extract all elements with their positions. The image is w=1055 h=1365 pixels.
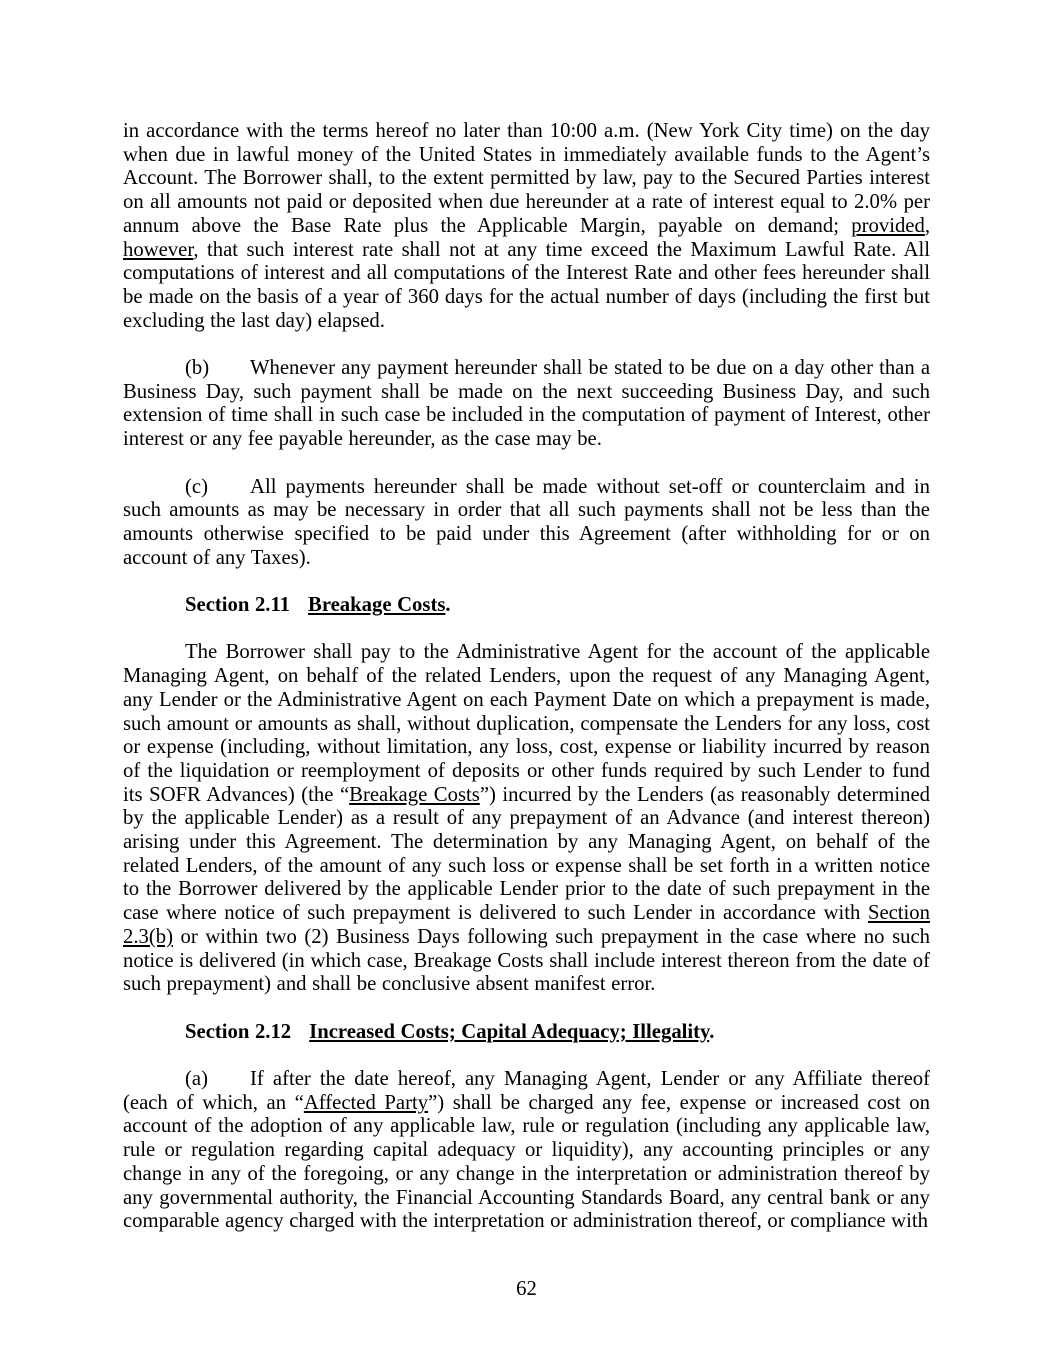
paragraph-text — [123, 120, 930, 332]
paragraph-a — [123, 1068, 930, 1234]
document-content — [123, 120, 930, 1258]
paragraph-text — [123, 641, 930, 995]
text-run: , — [924, 214, 930, 237]
paragraph-b — [123, 357, 930, 452]
paragraph-text — [123, 1068, 930, 1232]
text-run: Whenever any payment hereunder shall be stated to be due on a day other than a Business Day, such payment shall be made on the next succeeding Business Day, and such extension of time shall in such case be included in the computation of payment of Interest, other interest or any fee payable hereunder, as the case may be. — [123, 357, 930, 451]
text-run: The Borrower shall pay to the Administrative Agent for the account of the applicable Managing Agent, on behalf of the related Lenders, upon the request of any Managing Agent, any Lender or the Administrative Agent on each Payment Date on which a prepayment is made, such amount or amounts as shall, without duplication, compensate the Lenders for any loss, cost or expense (including, without limitation, any loss, cost, expense or liability incurred by reason of the liquidation or reemployment of deposits or other funds required by such Lender to fund its SOFR Advances) (the “ — [123, 641, 930, 806]
section-title — [309, 1021, 714, 1043]
text-run: . — [445, 594, 451, 617]
list-label-a: (a) — [185, 1068, 208, 1091]
text-run: provided — [851, 214, 925, 237]
section-number: Section 2.11 — [185, 594, 291, 617]
text-run: ”) shall be charged any fee, expense or increased cost on account of the adoption of any applicable law, rule or regulation (including any applicable law, rule or regulation regarding capital adequacy or liquidity), any accounting principles or any change in any of the foregoing, or any change in the interpretation or administration thereof by any governmental authority, the Financial Accounting Standards Board, any central bank or any comparable agency charged with the interpretation or administration thereof, or compliance with — [123, 1091, 930, 1233]
section-heading-2-11 — [123, 594, 930, 618]
section-title — [308, 594, 451, 616]
text-run: Breakage Costs — [308, 594, 446, 617]
paragraph-c — [123, 476, 930, 571]
section-number: Section 2.12 — [185, 1020, 292, 1043]
text-run: , that such interest rate shall not at any time exceed the Maximum Lawful Rate. All computations of interest and all computations of the Interest Rate and other fees hereunder shall be made on the basis of a year of 360 days for the actual number of days (including the first but excluding the last day) elapsed. — [123, 238, 930, 332]
text-run: If after the date hereof, any Managing Agent, Lender or any Affiliate thereof (each of which, an “ — [123, 1068, 930, 1114]
text-run: All payments hereunder shall be made without set-off or counterclaim and in such amounts as may be necessary in order that all such payments shall not be less than the amounts otherwise specified to be paid under this Agreement (after withholding for or on account of any Taxes). — [123, 475, 930, 569]
text-run: ”) incurred by the Lenders (as reasonably determined by the applicable Lender) as a result of any prepayment of an Advance (and interest thereon) arising under this Agreement. The determination by any Managing Agent, on behalf of the related Lenders, of the amount of any such loss or expense shall be set forth in a written notice to the Borrower delivered by the applicable Lender prior to the date of such prepayment in the case where notice of such prepayment is delivered to such Lender in accordance with — [123, 783, 931, 925]
section-heading-2-12 — [123, 1021, 930, 1045]
text-run: however — [123, 238, 194, 261]
paragraph-breakage-costs — [123, 641, 930, 997]
list-label-c: (c) — [185, 475, 208, 498]
text-run: Increased Costs; Capital Adequacy; Illegality — [309, 1020, 710, 1043]
text-run: in accordance with the terms hereof no later than 10:00 a.m. (New York City time) on the day when due in lawful money of the United States in immediately available funds to the Agent’s Account. The Borrower shall, to the extent permitted by law, pay to the Secured Parties interest on all amounts not paid or deposited when due hereunder at a rate of interest equal to 2.0% per annum above the Base Rate plus the Applicable Margin, payable on demand; — [123, 120, 930, 237]
text-run: Breakage Costs — [349, 783, 480, 806]
list-label-b: (b) — [185, 357, 210, 380]
paragraph-continuation — [123, 120, 930, 333]
text-run: or within two (2) Business Days following such prepayment in the case where no such notice is delivered (in which case, Breakage Costs shall include interest thereon from the date of such prepayment) and shall be conclusive absent manifest error. — [123, 925, 930, 996]
text-run: Section 2.3(b) — [123, 902, 930, 948]
text-run: . — [709, 1020, 715, 1043]
text-run: Affected Party — [303, 1091, 429, 1114]
page-number: 62 — [516, 1278, 537, 1300]
